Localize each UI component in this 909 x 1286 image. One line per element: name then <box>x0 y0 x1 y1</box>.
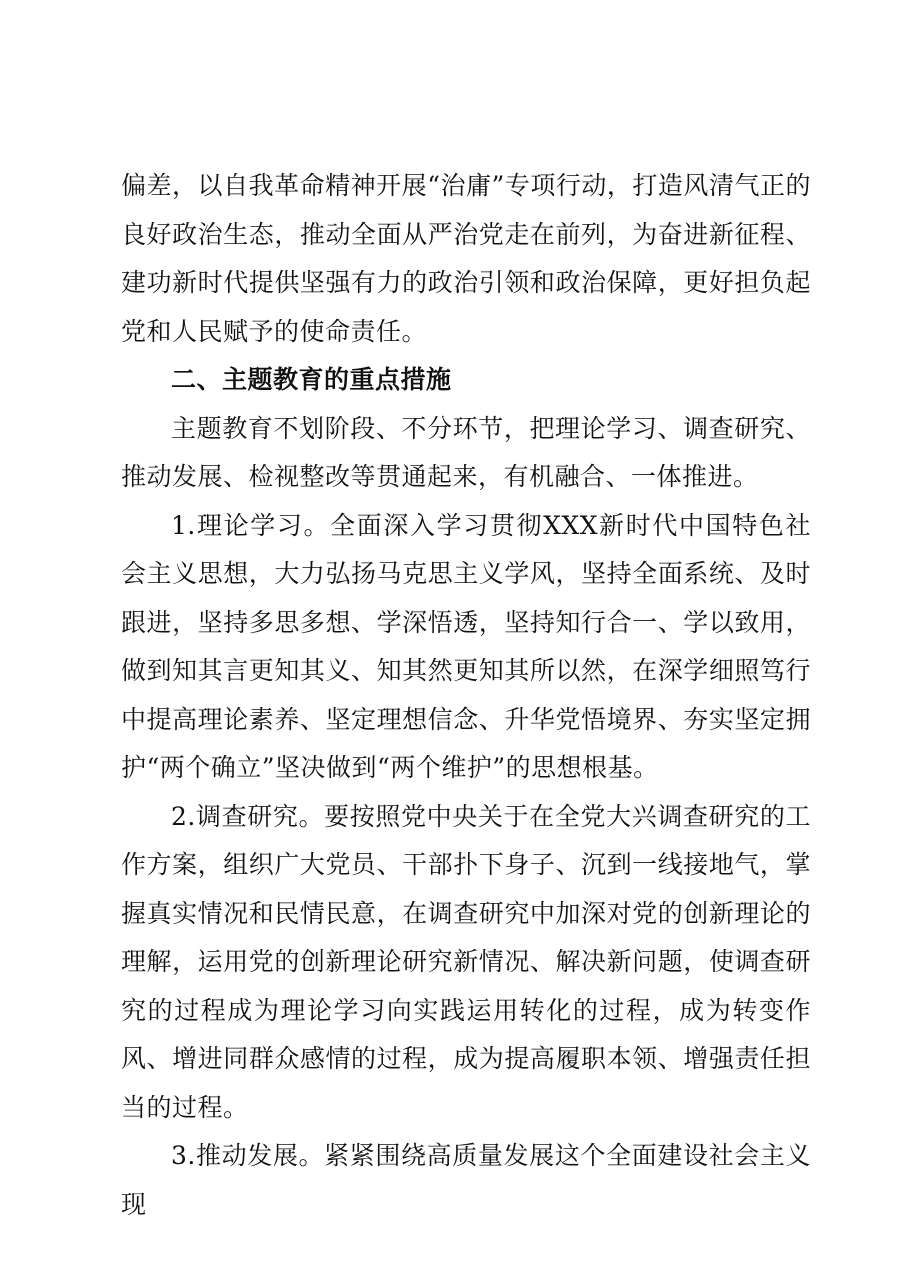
paragraph-research: 2.调查研究。要按照党中央关于在全党大兴调查研究的工作方案，组织广大党员、干部扑下身子、沉到一线接地气，掌握真实情况和民情民意，在调查研究中加深对党的创新理论的理解，运用党的创新理论研究新情况、解决新问题，使调查研究的过程成为理论学习向实践运用转化的过程，成为转变作风、增进同群众感情的过程，成为提高履职本领、增强责任担当的过程。 <box>121 801 811 1122</box>
paragraph-continuation: 偏差，以自我革命精神开展“治庸”专项行动，打造风清气正的良好政治生态，推动全面从严治党走在前列，为奋进新征程、建功新时代提供坚强有力的政治引领和政治保障，更好担负起党和人民赋予的使命责任。 <box>121 171 811 346</box>
paragraph-intro: 主题教育不划阶段、不分环节，把理论学习、调查研究、推动发展、检视整改等贯通起来，有机融合、一体推进。 <box>121 413 811 491</box>
paragraph-development: 3.推动发展。紧紧围绕高质量发展这个全面建设社会主义现 <box>121 1141 811 1219</box>
document-body <box>121 162 811 1229</box>
section-heading: 二、主题教育的重点措施 <box>171 365 452 394</box>
paragraph-theory-study: 1.理论学习。全面深入学习贯彻XXX新时代中国特色社会主义思想，大力弘扬马克思主义学风，坚持全面系统、及时跟进，坚持多思多想、学深悟透，坚持知行合一、学以致用，做到知其言更知其义、知其然更知其所以然，在深学细照笃行中提高理论素养、坚定理想信念、升华党悟境界、夯实坚定拥护“两个确立”坚决做到“两个维护”的思想根基。 <box>121 510 811 782</box>
